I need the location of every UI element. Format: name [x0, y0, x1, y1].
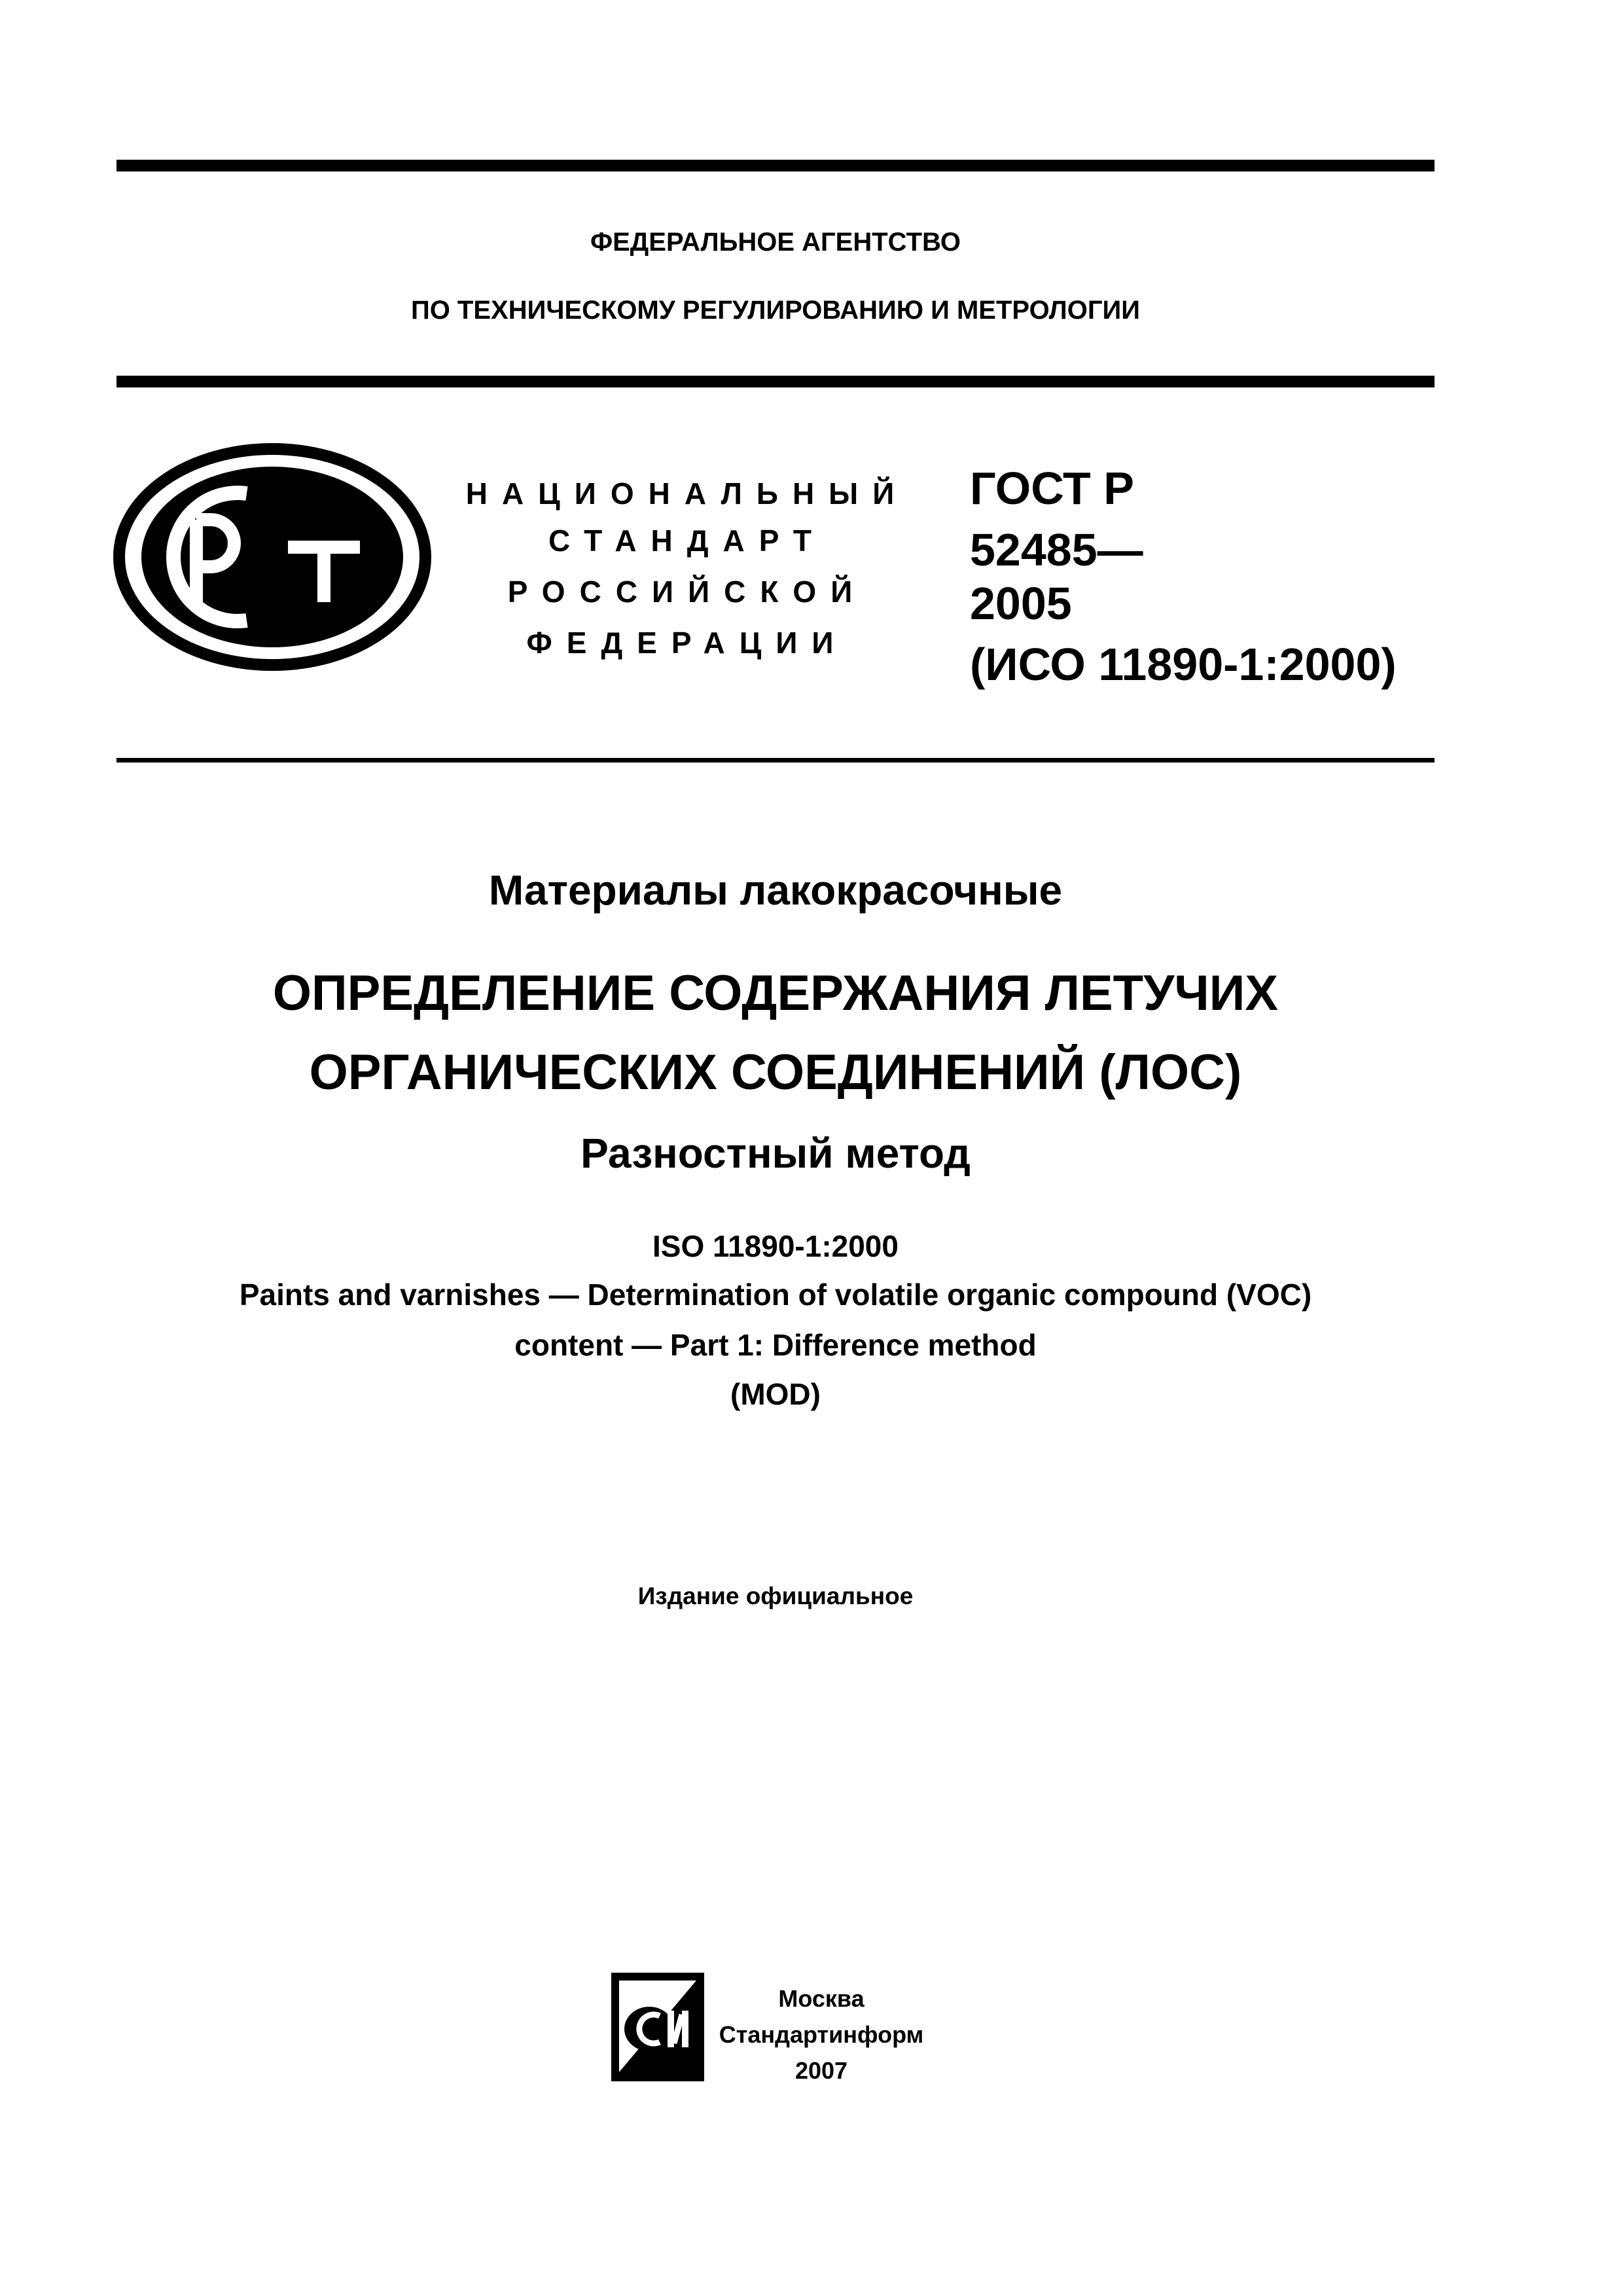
iso-number: ISO 11890-1:2000 [652, 1229, 899, 1263]
national-standard-line-2: СТАНДАРТ [548, 524, 826, 558]
document-title-line-2: ОРГАНИЧЕСКИХ СОЕДИНЕНИЙ (ЛОС) [309, 1045, 1242, 1100]
publisher-year: 2007 [794, 2057, 848, 2084]
gost-designation-line-1: ГОСТ Р [970, 463, 1134, 514]
iso-title-line-1: Paints and varnishes — Determination of volatile organic compound (VOC) [239, 1278, 1312, 1312]
document-title-line-1: ОПРЕДЕЛЕНИЕ СОДЕРЖАНИЯ ЛЕТУЧИХ [272, 965, 1279, 1021]
top-rule [116, 160, 1435, 171]
publisher-name: Стандартинформ [719, 2021, 924, 2048]
edition-label: Издание официальное [637, 1583, 914, 1609]
gost-designation-line-2: 52485— [970, 524, 1143, 575]
publisher-city: Москва [778, 1985, 865, 2012]
rst-logo-icon [113, 442, 432, 672]
subject-heading: Материалы лакокрасочные [488, 867, 1063, 914]
national-standard-line-3: РОССИЙСКОЙ [507, 575, 867, 609]
agency-name-line-1: ФЕДЕРАЛЬНОЕ АГЕНТСТВО [590, 228, 961, 257]
national-standard-line-4: ФЕДЕРАЦИИ [526, 626, 848, 660]
agency-name-line-2: ПО ТЕХНИЧЕСКОМУ РЕГУЛИРОВАНИЮ И МЕТРОЛОГИИ [410, 296, 1141, 325]
iso-title-line-2: content — Part 1: Difference method [514, 1328, 1037, 1362]
middle-rule [116, 376, 1435, 387]
method-subtitle: Разностный метод [580, 1130, 971, 1177]
lower-rule [116, 758, 1435, 762]
iso-modification: (MOD) [730, 1377, 821, 1411]
gost-designation-line-3: 2005 [970, 578, 1072, 629]
standartinform-logo-icon [609, 1970, 707, 2084]
national-standard-line-1: НАЦИОНАЛЬНЫЙ [465, 476, 909, 511]
gost-designation-line-4: (ИСО 11890-1:2000) [970, 639, 1397, 690]
